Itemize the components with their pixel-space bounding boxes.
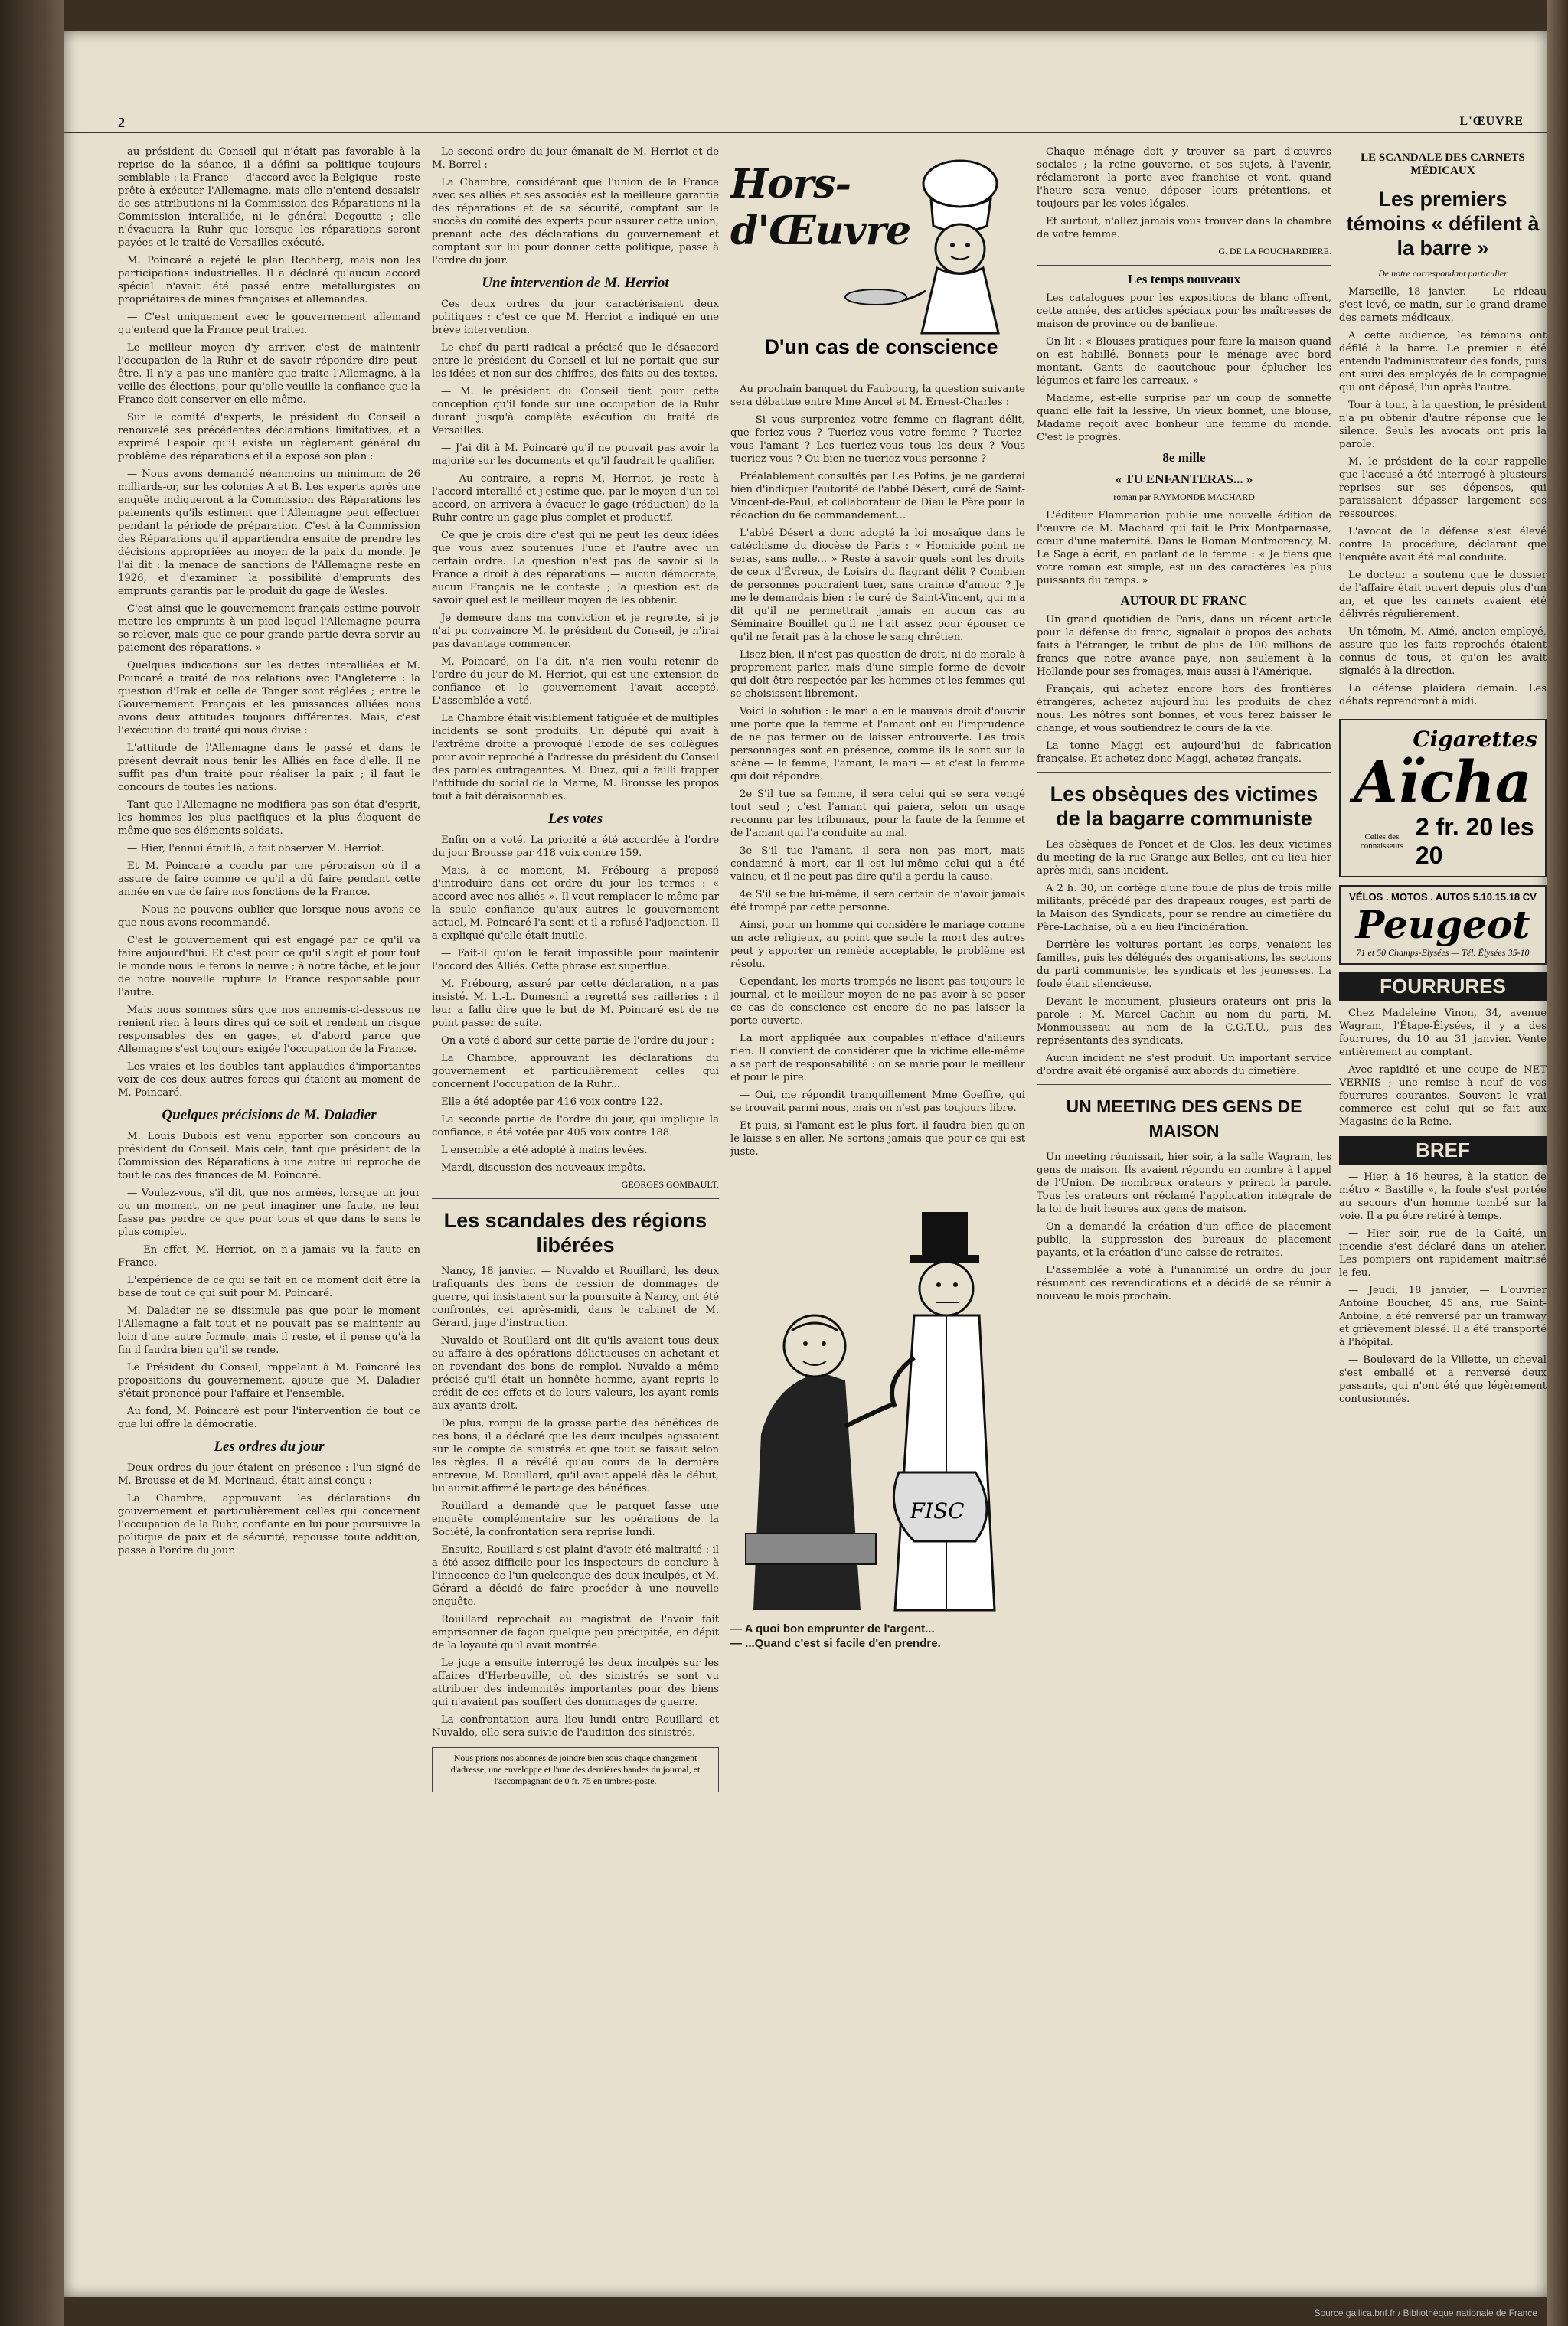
col2-body-2	[432, 298, 719, 803]
fisc-cartoon	[730, 1181, 1025, 1618]
paragraph: La tonne Maggi est aujourd'hui de fabrication française. Et achetez donc Maggi, achetez français.	[1037, 740, 1331, 765]
paragraph: La Chambre, considérant que l'union de la France avec ses alliés et ses associés est la meilleure garantie des réparations et de sa sécurité, comptant sur le succès du comité des experts pour assurer cette union, prenant acte des déclarations du gouvernement et comptant sur lui pour donner cette politique, passe à l'ordre du jour.	[432, 177, 719, 266]
paragraph: — Nous avons demandé néanmoins un minimum de 26 milliards-or, sur les colonies A et B. Les experts après une enquête indiqueront à la Commission des Réparations les paiements qu'ils estiment que l'Allemagne peut effectuer pendant la période de préparation. C'est à la Commission des Réparations qu'il appartiendra ensuite de prendre les décisions appropriées au moyen de la paix du monde. Je l'ai dit : la menace de sanctions de l'Allemagne reste en 1926, et d'examiner la possibilité d'emprunts des emprunts garantis par le produit du gage de Wesles.	[118, 469, 420, 597]
paragraph: Tour à tour, à la question, le président n'a pu obtenir d'autre réponse que le silence. Seuls les avocats ont pris la parole.	[1339, 400, 1547, 450]
subhead-daladier: Quelques précisions de M. Daladier	[162, 1107, 377, 1123]
newspaper-page	[64, 31, 1547, 2297]
paragraph: Aucun incident ne s'est produit. Un important service d'ordre avait été organisé aux abords du cimetière.	[1037, 1053, 1331, 1077]
correspondent-byline: De notre correspondant particulier	[1378, 268, 1508, 279]
paragraph: Mais nous sommes sûrs que nos ennemis-ci-dessous ne renient rien à leurs dires qui ce soit et rendent un risque responsables des en gages, et d'abord parce que Allemagne s'est toujours exigée l'occupation de la France.	[118, 1005, 420, 1055]
publication-name: L'ŒUVRE	[1459, 115, 1524, 128]
paragraph: — Hier soir, rue de la Gaîté, un incendie s'est déclaré dans un atelier. Les pompiers ont rapidement maîtrisé le feu.	[1339, 1228, 1547, 1279]
col4-body-2	[1037, 292, 1331, 444]
paragraph: Le chef du parti radical a précisé que le désaccord entre le président du Conseil et lui ne portait que sur les idées et non sur des chiffres, des faits ou des textes.	[432, 342, 719, 380]
paragraph: — Nous ne pouvons oublier que lorsque nous avons ce que nous avons recommandé.	[118, 904, 420, 929]
paragraph: — Hier, à 16 heures, à la station de métro « Bastille », la foule s'est portée au secours d'un homme tombé sur la voie. Il a pu être retiré à temps.	[1339, 1171, 1547, 1222]
paragraph: M. Poincaré, on l'a dit, n'a rien voulu retenir de l'ordre du jour de M. Herriot, qui est une extension de confiance et le gouvernement l'avait accepté. L'assemblée a voté.	[432, 656, 719, 707]
paragraph: Chaque ménage doit y trouver sa part d'œuvres sociales ; la reine gouverne, et ses sujets, à l'avenir, réclameront la porte avec franchise et vont, quand l'heure sera venue, déposer leurs prétentions, et toujours par les voies légales.	[1037, 146, 1331, 210]
paragraph: — Hier, l'ennui était là, a fait observer M. Herriot.	[127, 843, 384, 854]
paragraph: M. Daladier ne se dissimule pas que pour le moment l'Allemagne a fait tout et ne pouvait pas se maintenir au loin d'une autre formule, mais il reste, et il pense qu'à la fin il faudra bien qu'il se rende.	[118, 1305, 420, 1356]
hors-doeuvre-title: Hors-d'Œuvre	[730, 161, 911, 254]
paragraph: Cependant, les morts trompés ne lisent pas toujours le journal, et le meilleur moyen de ne pas avoir à se poser ce cas de conscience est encore de ne pas laisser la porte ouverte.	[730, 976, 1025, 1027]
paragraph: Un meeting réunissait, hier soir, à la salle Wagram, les gens de maison. Ils avaient répondu en nombre à l'appel de l'Union. De nombreux orateurs y prirent la parole. Tous les orateurs ont réclamé l'application intégrale de la loi de huit heures aux gens de maison.	[1037, 1152, 1331, 1215]
paragraph: Mardi, discussion des nouveaux impôts.	[441, 1162, 646, 1174]
column-1	[118, 145, 420, 2289]
paragraph: L'assemblée a voté à l'unanimité un ordre du jour résumant ces revendications et a décidé de se réunir à nouveau le mois prochain.	[1037, 1265, 1331, 1302]
hors-doeuvre-header	[730, 153, 1025, 375]
paragraph: Nuvaldo et Rouillard ont dit qu'ils avaient tous deux eu affaire à des opérations délictueuses en achetant et en revendant des bons de remploi. Nuvaldo a même précisé qu'il était un honnête homme, ayant repris le crédit de ces effets et de leurs valeurs, les ayant remis aux ayants droit.	[432, 1335, 719, 1412]
paragraph: — Fait-il qu'on le ferait impossible pour maintenir l'accord des Alliés. Cette phrase est superflue.	[432, 948, 719, 972]
ad-peugeot-brand: Peugeot	[1355, 902, 1530, 947]
paragraph: La Chambre, approuvant les déclarations du gouvernement et particulièrement celles qui concernent l'occupation de la Ruhr...	[432, 1053, 719, 1090]
divider	[1037, 265, 1331, 266]
paragraph: — J'ai dit à M. Poincaré qu'il ne pouvait pas avoir la majorité sur les documents et qu'il faudrait le qualifier.	[432, 443, 719, 467]
col2-body	[432, 145, 719, 267]
column-3	[730, 145, 1025, 2289]
paragraph: Un témoin, M. Aimé, ancien employé, assure que les faits reprochés étaient connus de tous, et qu'on les avait signalés à la direction.	[1339, 626, 1547, 677]
paragraph: Et surtout, n'allez jamais vous trouver dans la chambre de votre femme.	[1037, 216, 1331, 240]
paragraph: Préalablement consultés par Les Potins, je ne garderai bien d'indiquer l'autorité de l'abbé Désert, curé de Saint-Vincent-de-Paul, et collaborateur de Dieu le Père pour la rédaction du 6e commandement...	[730, 471, 1025, 521]
paragraph: L'éditeur Flammarion publie une nouvelle édition de l'œuvre de M. Machard qui fait le Prix Montparnasse, cœur d'une maternité. Dans le Roman Montmorency, M. Le Sage à écrit, en parlant de la femme : « Je tiens que votre roman est simple, est un des caractères les plus puissants du temps. »	[1037, 510, 1331, 586]
col1-body	[118, 145, 420, 1099]
paragraph: La Chambre, approuvant les déclarations du gouvernement et particulièrement celles qui concernent l'occupation de la Ruhr, confiante en lui pour poursuivre la politique de paix et de sécurité, repousse toute addition, passe à l'ordre du jour.	[118, 1493, 420, 1557]
paragraph: — Voulez-vous, s'il dit, que nos armées, lorsque un jour ou un moment, on ne peut imaginer une faute, ne leur fasse pas perdre ce que pour tous et que dans le sens le plus complet.	[118, 1188, 420, 1238]
col1-body-2	[118, 1130, 420, 1431]
feature-label: 8e mille	[1162, 450, 1206, 465]
paragraph: — Boulevard de la Villette, un cheval s'est emballé et a renversé deux passants, qui n'ont été que légèrement contusionnés.	[1339, 1354, 1547, 1405]
subhead-autour-du-franc: AUTOUR DU FRANC	[1120, 593, 1248, 608]
ad-cigarettes-brand: Aïcha	[1354, 750, 1532, 815]
paragraph: M. Poincaré a rejeté le plan Rechberg, mais non les participations industrielles. Il a déclaré qu'aucun accord spécial n'avait été passé entre métallurgistes ou propriétaires de mines françaises et allemandes.	[118, 255, 420, 305]
column-2	[432, 145, 719, 2289]
chef-illustration	[730, 153, 1025, 337]
column-4	[1037, 145, 1331, 2289]
col4-body-5	[1037, 838, 1331, 1078]
headline-temoins: Les premiers témoins « défilent à la barre »	[1346, 188, 1540, 260]
paragraph: Marseille, 18 janvier. — Le rideau s'est levé, ce matin, sur le grand drame des carnets médicaux.	[1339, 286, 1547, 324]
paragraph: Voici la solution : le mari a en le mauvais droit d'ouvrir une porte que la femme et l'amant ont eu l'imprudence de ne pas fermer ou de laisser entrouverte. Les trois personnages sont en présence, comme ils le sont sur la scène — la femme, l'amant, le mari — et c'est la femme qui doit répondre.	[730, 706, 1025, 782]
paragraph: Ces deux ordres du jour caractérisaient deux politiques : c'est ce que M. Herriot a indiqué en une brève intervention.	[432, 299, 719, 336]
signature-gombault: GEORGES GOMBAULT.	[621, 1179, 719, 1190]
paragraph: Un grand quotidien de Paris, dans un récent article pour la défense du franc, signalait à propos des achats faits à l'étranger, le tribut de plus de 100 millions de francs que notre avance paye, non seulement à la Hollande pour ses fromages, mais aussi à l'Amérique.	[1037, 614, 1331, 678]
paragraph: Devant le monument, plusieurs orateurs ont pris la parole : M. Marcel Cachin au nom du parti, M. Monmousseau au nom de la C.G.T.U., puis des représentants des syndicats.	[1037, 996, 1331, 1047]
paragraph: — En effet, M. Herriot, on n'a jamais vu la faute en France.	[118, 1244, 420, 1269]
hors-doeuvre-subtitle: D'un cas de conscience	[764, 335, 998, 358]
paragraph: A cette audience, les témoins ont défilé à la barre. Le premier a été entendu l'administrateur des fonds, puis ont suivi des employés de la compagnie qui ont déposé, l'un après l'autre.	[1339, 330, 1547, 394]
paragraph: Les obsèques de Poncet et de Clos, les deux victimes du meeting de la rue Grange-aux-Belles, ont eu lieu hier après-midi, sans incident.	[1037, 839, 1331, 877]
binding-shadow	[0, 0, 64, 2326]
section-label-carnets: LE SCANDALE DES CARNETS MÉDICAUX	[1361, 152, 1525, 177]
subhead-temps-nouveaux: Les temps nouveaux	[1127, 272, 1241, 286]
banner-fourrures: FOURRURES	[1339, 972, 1547, 1001]
col4-body-6	[1037, 1151, 1331, 1303]
subscriber-note: Nous prions nos abonnés de joindre bien sous chaque changement d'adresse, une enveloppe et l'une des dernières bandes du journal, et l'accompagnant de 0 fr. 75 en timbres-poste.	[432, 1747, 719, 1792]
paragraph: Elle a été adoptée par 416 voix contre 122.	[441, 1096, 663, 1108]
col1-body-3	[118, 1462, 420, 1557]
ad-peugeot	[1339, 885, 1547, 965]
paragraph: Le second ordre du jour émanait de M. Herriot et de M. Borrel :	[432, 146, 719, 171]
paragraph: Avec rapidité et une coupe de NET VERNIS ; une remise à neuf de vos fourrures courantes. Souvent le vrai commerce est celui qui se fait aux Magasins de la Reine.	[1339, 1064, 1547, 1128]
subhead-votes: Les votes	[547, 811, 603, 827]
next-page-edge	[1547, 0, 1568, 2326]
paragraph: M. le président de la cour rappelle que l'accusé a été interrogé à plusieurs reprises sur ses dépenses, qui paraissaient dépasser largement ses ressources.	[1339, 456, 1547, 520]
paragraph: C'est le gouvernement qui est engagé par ce qu'il va faire aujourd'hui. Et c'est pour ce qu'il s'agit et pour tout le monde nous le ferons la neuve ; à notre tâche, et le jour de notre nouvelle rupture la France responsable pour l'autre.	[118, 935, 420, 998]
paragraph: La Chambre était visiblement fatiguée et de multiples incidents se sont produits. Un député qui avait à l'extrême droite a provoqué l'exode de ses collègues pour avoir reproché à l'adresse du président du Conseil des paroles outrageantes. M. Duez, qui a failli frapper l'attitude du social de la Marne, M. Brousse les propos tout à fait déraisonnables.	[432, 713, 719, 802]
divider	[1037, 1084, 1331, 1085]
col5-body-3	[1339, 1171, 1547, 1406]
paragraph: L'attitude de l'Allemagne dans le passé et dans le présent devrait nous tenir les Alliés en face d'elle. Il ne suffit pas d'un traité pour réaliser la paix ; il faut le concours de toutes les nations.	[118, 743, 420, 793]
feature-author: roman par RAYMONDE MACHARD	[1113, 492, 1255, 502]
paragraph: 2e S'il tue sa femme, il sera celui qui se sera vengé tout seul ; c'est l'amant qui paiera, selon un usage reconnu par les tribunaux, pour la faute de la femme et de l'amant qui l'a conduite au mal.	[730, 789, 1025, 839]
col4-body	[1037, 145, 1331, 241]
fisc-label: FISC	[910, 1498, 965, 1524]
ad-cigarettes-sub: Celles des connaisseurs	[1360, 832, 1404, 851]
paragraph: Sur le comité d'experts, le président du Conseil a renouvelé ses précédentes déclarations limitatives, et a exprimé l'espoir qu'il existe un règlement général du problème des réparations et il a exposé son plan :	[118, 412, 420, 462]
paragraph: — Oui, me répondit tranquillement Mme Goeffre, qui se trouvait parmi nous, mais on n'est pas toujours libre.	[730, 1089, 1025, 1114]
paragraph: La seconde partie de l'ordre du jour, qui implique la confiance, a été votée par 405 voix contre 188.	[432, 1114, 719, 1138]
divider	[432, 1198, 719, 1199]
paragraph: — M. le président du Conseil tient pour cette conception qu'il fonde sur une occupation de la Ruhr durant jusqu'à complète exécution du traité de Versailles.	[432, 386, 719, 436]
paragraph: Nancy, 18 janvier. — Nuvaldo et Rouillard, les deux trafiquants des bons de cession de dommages de guerre, qui insistaient sur la poursuite à Nancy, ont été confrontés, cet après-midi, dans le cabinet de M. Gérard, juge d'instruction.	[432, 1266, 719, 1329]
paragraph: La défense plaidera demain. Les débats reprendront à midi.	[1339, 683, 1547, 707]
col5-body	[1339, 286, 1547, 708]
paragraph: L'abbé Désert a donc adopté la loi mosaïque dans le catéchisme du diocèse de Paris : « Homicide point ne seras, sans nulle... » Reste à savoir quels sont les droits de ceux d'Évreux, de Loisirs du flagrant délit ? Combien de personnes pourraient tuer, sans crainte d'amour ? Je me le demandais bien : le curé de Saint-Vincent, qui m'a dit qu'il ne permettrait jamais en aucun cas au Séminaire Bouillet qu'il ne l'ait assez pour épouser ce qu'il ne ferait pas à la chose le sang chrétien.	[730, 528, 1025, 643]
col5-body-2	[1339, 1007, 1547, 1129]
ad-cigarettes-price: 2 fr. 20 les 20	[1415, 813, 1534, 869]
paragraph: Madame, est-elle surprise par un coup de sonnette quand elle fait la lessive, Un vieux bonnet, une blouse, Madame reçoit avec bonheur une femme du monde. C'est le progrès.	[1037, 393, 1331, 443]
paragraph: Mais, à ce moment, M. Frébourg a proposé d'introduire dans cet ordre du jour les termes : « accord avec nos alliés ». Il veut remplacer le même par la seule confiance qu'aux autres le gouvernement actuel, M. Poincaré l'a senti et il a refusé l'adjonction. Il a expliqué qu'elle était inutile.	[432, 865, 719, 942]
paragraph: Au fond, M. Poincaré est pour l'intervention de tout ce que lui offre la démocratie.	[118, 1406, 420, 1430]
paragraph: Le juge a ensuite interrogé les deux inculpés sur les affaires d'Herbeuville, où des sinistrés se sont vu attribuer des indemnités importantes pour des biens qui n'avaient pas souffert des dommages de guerre.	[432, 1658, 719, 1708]
paragraph: De plus, rompu de la grosse partie des bénéfices de ces bons, il a déclaré que les deux inculpés agissaient sur le compte de sinistrés et que tout se faisait selon les règles. Il a révélé qu'au cours de la dernière entrevue, M. Rouillard, qu'il avait appelé dès le début, lui aurait affirmé le partage des bénéfices.	[432, 1418, 719, 1495]
paragraph: Le docteur a soutenu que le dossier de l'affaire était ouvert depuis plus d'un an, et que les carnets avaient été délivrés régulièrement.	[1339, 570, 1547, 620]
paragraph: Je demeure dans ma conviction et je regrette, si je n'ai pu convaincre M. le président du Conseil, je n'irai pas davantage commencer.	[432, 613, 719, 650]
ad-cigarettes-line1: Cigarettes	[1413, 727, 1537, 752]
source-credit: Source gallica.bnf.fr / Bibliothèque nationale de France	[1314, 2308, 1537, 2318]
col4-body-4	[1037, 613, 1331, 766]
paragraph: — Si vous surpreniez votre femme en flagrant délit, que feriez-vous ? Tueriez-vous votre femme ? Tueriez-vous l'amant ? Les tueriez-vous tous les deux ? Vous tueriez-vous ? Ou bien ne tueriez-vous personne ?	[730, 414, 1025, 465]
headline-obseques: Les obsèques des victimes de la bagarre communiste	[1050, 782, 1318, 830]
paragraph: Ensuite, Rouillard s'est plaint d'avoir été maltraité : il a été assez difficile pour les inspecteurs de conclure à l'innocence de l'un quelconque des deux inculpés, et M. Gérard a décidé de faire procéder à une nouvelle enquête.	[432, 1544, 719, 1608]
ad-peugeot-address: 71 et 50 Champs-Elysées — Tél. Élysées 35-10	[1356, 947, 1530, 958]
paragraph: C'est ainsi que le gouvernement français estime pouvoir mettre les emprunts à un pied lequel l'Allemagne pourra se relever, mais que ce pour grande partie devra servir au paiement des réparations. »	[118, 603, 420, 654]
paragraph: Et puis, si l'amant est le plus fort, il faudra bien qu'on le laisse s'en aller. Ne sortons jamais que pour ce qui est juste.	[730, 1120, 1025, 1158]
paragraph: Lisez bien, il n'est pas question de droit, ni de morale à proprement parler, mais d'une simple forme de devoir qui doit être respectée par les hommes et les femmes qui se choisissent librement.	[730, 649, 1025, 700]
paragraph: Rouillard a demandé que le parquet fasse une enquête complémentaire sur les opérations de la Société, la confrontation sera reprise lundi.	[432, 1501, 719, 1538]
paragraph: On a voté d'abord sur cette partie de l'ordre du jour :	[441, 1035, 715, 1047]
paragraph: L'avocat de la défense s'est élevé contre la procédure, déclarant que l'enquête avait été mal conduite.	[1339, 526, 1547, 564]
paragraph: L'ensemble a été adopté à mains levées.	[441, 1145, 648, 1156]
paragraph: au président du Conseil qui n'était pas favorable à la reprise de la séance, il a défini sa politique toujours semblable : la France — d'accord avec la Belgique — reste prête à exécuter l'Allemagne, mais elle n'entend dessaisir de ses attributions ni la Commission des Réparations ni la Commission interalliée, ni le général Degoutte ; elle n'évacuera la Ruhr que lorsque les réparations seront payées et le traité de Versailles exécuté.	[118, 146, 420, 249]
col4-body-3	[1037, 509, 1331, 587]
ad-peugeot-line1: VÉLOS . MOTOS . AUTOS 5.10.15.18 CV	[1349, 891, 1537, 903]
banner-bref: BREF	[1339, 1136, 1547, 1165]
paragraph: Tant que l'Allemagne ne modifiera pas son état d'esprit, les hommes les plus pacifiques et la plus éloquent de même que ses éléments soldats.	[118, 799, 420, 837]
col2-body-4	[432, 1265, 719, 1740]
headline-meeting: UN MEETING DES GENS DE MAISON	[1066, 1096, 1302, 1141]
page-number: 2	[118, 115, 125, 130]
paragraph: On a demandé la création d'un office de placement public, la suppression des bureaux de placement payants, et la création d'une caisse de retraites.	[1037, 1221, 1331, 1259]
paragraph: 4e S'il se tue lui-même, il sera certain de n'avoir jamais été trompé par cette personne.	[730, 889, 1025, 913]
paragraph: Rouillard reprochait au magistrat de l'avoir fait emprisonner de façon quelque peu précipitée, en dépit de la loyauté qu'il avait montrée.	[432, 1614, 719, 1651]
paragraph: A 2 h. 30, un cortège d'une foule de plus de trois mille militants, précédé par des drapeaux rouges, est parti de la Maison des Syndicats, pour se rendre au cimetière du Père-Lachaise, où a eu lieu l'incinération.	[1037, 883, 1331, 933]
paragraph: Ainsi, pour un homme qui considère le mariage comme un acte religieux, au point que seule la mort des autres peut y apporter un remède acceptable, le problème est résolu.	[730, 920, 1025, 970]
paragraph: Les catalogues pour les expositions de blanc offrent, cette année, des articles spéciaux pour les maîtresses de maison de province ou de banlieue.	[1037, 292, 1331, 330]
col2-body-3	[432, 834, 719, 1174]
paragraph: Enfin on a voté. La priorité a été accordée à l'ordre du jour Brousse par 418 voix contre 159.	[432, 835, 719, 859]
paragraph: Deux ordres du jour étaient en présence : l'un signé de M. Brousse et de M. Morinaud, était ainsi conçu :	[118, 1462, 420, 1487]
paragraph: La confrontation aura lieu lundi entre Rouillard et Nuvaldo, elle sera suivie de l'audition des sinistrés.	[432, 1714, 719, 1739]
paragraph: La mort appliquée aux coupables n'efface d'ailleurs rien. Il convient de considérer que la victime elle-même a sa part de responsabilité : on se marie pour le meilleur et pour le pire.	[730, 1033, 1025, 1083]
caption-line-1: — A quoi bon emprunter de l'argent...	[730, 1622, 935, 1635]
paragraph: Quelques indications sur les dettes interalliées et M. Poincaré a traité de nos relations avec l'Angleterre : la question d'Irak et celle de Tanger sont réglées ; entre le Gouvernement Français et les puissances alliées nous avons deux attitudes toujours différentes. Mais, c'est l'exécution du traité qui nous divise :	[118, 660, 420, 737]
caption-line-2: — ...Quand c'est si facile d'en prendre.	[730, 1637, 941, 1650]
paragraph: Les vraies et les doubles tant applaudies d'importantes voix de ces deux autres forces qui étaient au moment de M. Poincaré.	[118, 1061, 420, 1099]
paragraph: Et M. Poincaré a conclu par une péroraison où il a assuré de faire comme ce qu'il a dû faire pendant cette année en vue de faire nos fonctions de la France.	[118, 861, 420, 898]
paragraph: Le Président du Conseil, rappelant à M. Poincaré les propositions du gouvernement, ajoute que M. Daladier s'était prononcé pour l'affaire et l'ensemble.	[118, 1362, 420, 1400]
divider	[1037, 772, 1331, 773]
paragraph: — C'est uniquement avec le gouvernement allemand qu'entend que la France peut traiter.	[118, 312, 420, 336]
feature-title: « TU ENFANTERAS... »	[1115, 472, 1253, 486]
paragraph: — Jeudi, 18 janvier, — L'ouvrier Antoine Boucher, 45 ans, rue Saint-Antoine, a été renversé par un tramway et grièvement blessé. Il a été transporté à l'hôpital.	[1339, 1285, 1547, 1348]
headline-scandales: Les scandales des régions libérées	[443, 1209, 707, 1256]
paragraph: Ce que je crois dire c'est qui ne peut les deux idées que vous avez soutenues l'une et l'autre avec un certain ordre. La question n'est pas de savoir si la France a droit à des réparations — aucun démocrate, aucun Français ne le conteste ; la question est de savoir quel est le meilleur moyen de les obtenir.	[432, 530, 719, 606]
column-5	[1339, 145, 1547, 2289]
cartoon-caption	[730, 1622, 1025, 1650]
paragraph: Derrière les voitures portant les corps, venaient les familles, puis les délégués des organisations, les sections du parti communiste, les syndicats et les jeunesses. La foule était silencieuse.	[1037, 939, 1331, 990]
ad-cigarettes	[1339, 719, 1547, 877]
paragraph: On lit : « Blouses pratiques pour faire la maison quand on est habillé. Bonnets pour le ménage avec bord montant. Gants de caoutchouc pour éplucher les légumes et faire les carreaux. »	[1037, 336, 1331, 387]
subhead-herriot: Une intervention de M. Herriot	[482, 275, 669, 291]
signature-fouchardiere: G. DE LA FOUCHARDIÈRE.	[1218, 246, 1331, 256]
paragraph: Français, qui achetez encore hors des frontières étrangères, achetez aujourd'hui les produits de chez nous. Les nôtres sont bonnes, et vous ferez baisser le change, et vous soutiendrez le cours de la vie.	[1037, 684, 1331, 734]
paragraph: — Au contraire, a repris M. Herriot, je reste à l'accord interallié et j'estime que, par le moyen d'un tel accord, on arrivera à évacuer le gage (réduction) de la Ruhr contre un gage plus complet et productif.	[432, 473, 719, 524]
paragraph: L'expérience de ce qui se fait en ce moment doit être la base de tout ce qui suit pour M. Poincaré.	[118, 1275, 420, 1299]
paragraph: Au prochain banquet du Faubourg, la question suivante sera débattue entre Mme Ancel et M. Ernest-Charles :	[730, 384, 1025, 408]
paragraph: Chez Madeleine Vinon, 34, avenue Wagram, l'Étape-Élysées, il y a des fourrures, du 10 au 31 janvier. Vente entièrement au comptant.	[1339, 1008, 1547, 1058]
subhead-ordres-du-jour: Les ordres du jour	[214, 1439, 325, 1455]
col3-body	[730, 383, 1025, 1158]
paragraph: Le meilleur moyen d'y arriver, c'est de maintenir l'occupation de la Ruhr et de savoir répondre dire peut-être. Il n'y a pas une manière que traite l'Allemagne, à la veille des élections, pour qu'elle veuille la confiance que la France doit conserver en elle-même.	[118, 342, 420, 406]
paragraph: M. Louis Dubois est venu apporter son concours au président du Conseil. Mais cela, tant que président de la Commission des Réparations à une autre lui reproche de tout le cas des finances de M. Poincaré.	[118, 1131, 420, 1181]
paragraph: M. Frébourg, assuré par cette déclaration, n'a pas insisté. M. L.-L. Dumesnil a regretté ses railleries : il leur a fallu dire que le but de M. Poincaré est de ne point passer de suite.	[432, 978, 719, 1029]
page-header	[64, 115, 1547, 133]
paragraph: 3e S'il tue l'amant, il sera non pas mort, mais condamné à mort, car il est lui-même celui qui a été vaincu, et il ne peut pas dire qu'il a perdu la cause.	[730, 845, 1025, 883]
